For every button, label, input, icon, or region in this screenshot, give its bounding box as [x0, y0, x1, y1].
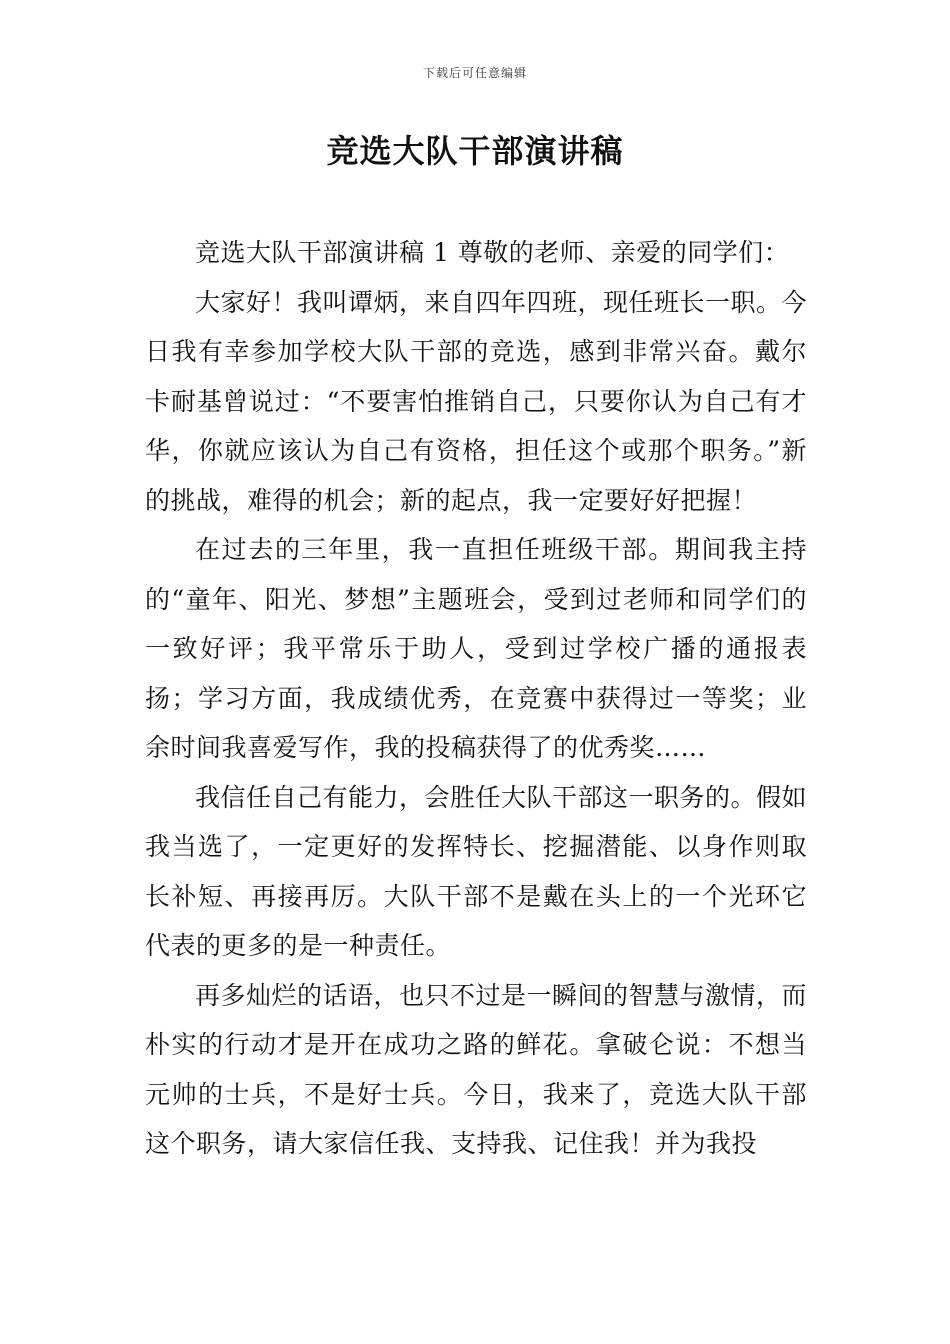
paragraph-greeting: 大家好！我叫谭炳，来自四年四班，现任班长一职。今日我有幸参加学校大队干部的竞选，感到非常兴奋。戴尔卡耐基曾说过：“不要害怕推销自己，只要你认为自己有才华，你就应该认为自己有资格，担任这个或那个职务。”新的挑战，难得的机会；新的起点，我一定要好好把握！ [145, 287, 808, 515]
page-header-note: 下载后可任意编辑 [422, 66, 527, 80]
document-title: 竞选大队干部演讲稿 [326, 132, 624, 170]
paragraph-experience: 在过去的三年里，我一直担任班级干部。期间我主持的“童年、阳光、梦想”主题班会，受到过老师和同学们的一致好评；我平常乐于助人，受到过学校广播的通报表扬；学习方面，我成绩优秀，在竞赛中获得过一等奖；业余时间我喜爱写作，我的投稿获得了的优秀奖…… [145, 535, 807, 762]
paragraph-intro: 竞选大队干部演讲稿 1 尊敬的老师、亲爱的同学们： [195, 238, 790, 267]
paragraph-confidence: 我信任自己有能力，会胜任大队干部这一职务的。假如我当选了，一定更好的发挥特长、挖掘潜能、以身作则取长补短、再接再厉。大队干部不是戴在头上的一个光环它代表的更多的是一种责任。 [145, 782, 808, 960]
paragraph-closing: 再多灿烂的话语，也只不过是一瞬间的智慧与激情，而朴实的行动才是开在成功之路的鲜花。拿破仑说：不想当元帅的士兵，不是好士兵。今日，我来了，竞选大队干部这个职务，请大家信任我、支持我、记住我！并为我投 [145, 980, 808, 1158]
document-body [145, 228, 807, 1169]
